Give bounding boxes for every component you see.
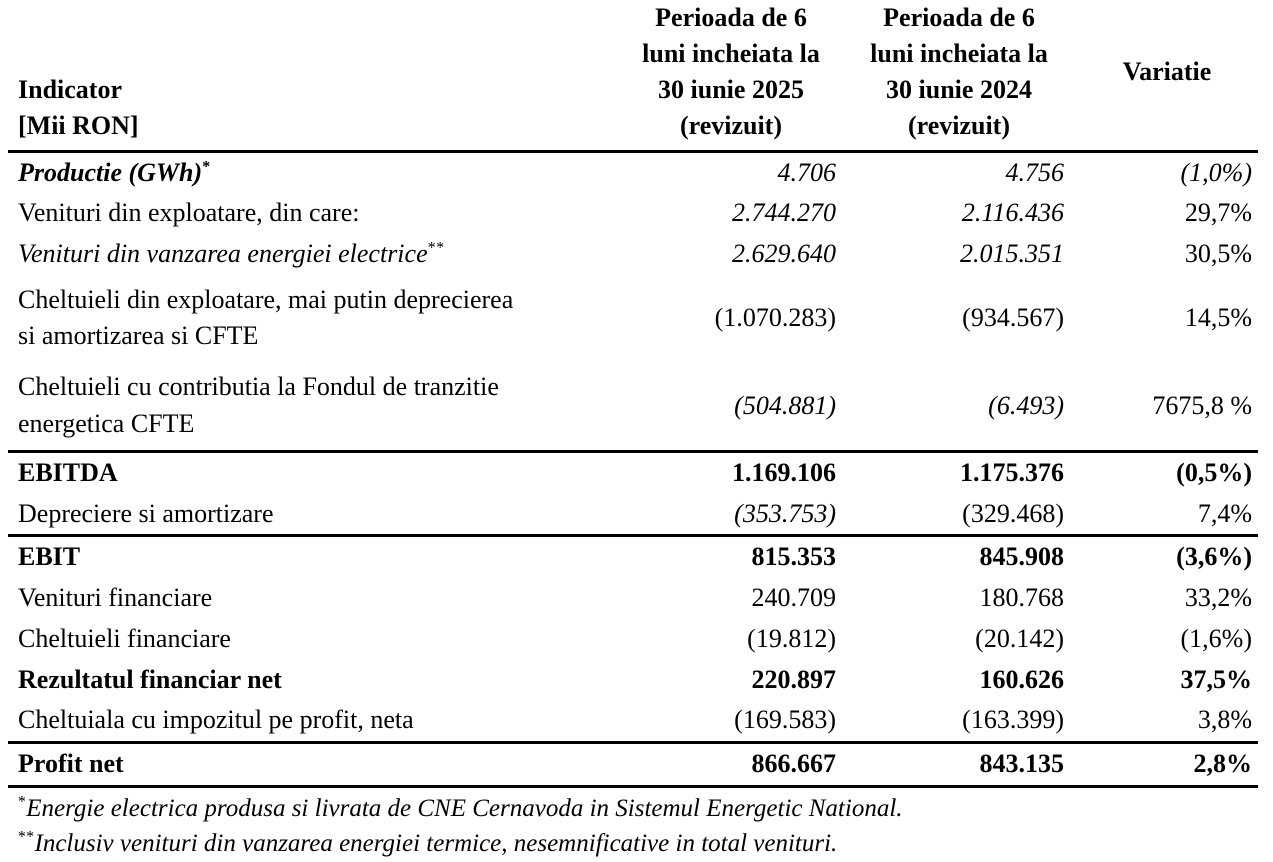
row-label-depreciere: Depreciere si amortizare: [8, 494, 626, 536]
row-label-cheltuieli-financiare: Cheltuieli financiare: [18, 623, 231, 653]
footnote-1-text: Energie electrica produsa si livrata de CNE Cernavoda in Sistemul Energetic National.: [26, 794, 903, 822]
cell-2024: 1.175.376: [960, 458, 1064, 488]
footnote-marker-icon: *: [202, 157, 211, 175]
cell-2024: 4.756: [854, 151, 1082, 193]
cell-variation: 14,5%: [1184, 303, 1252, 333]
footnote-2: [18, 826, 1258, 862]
cell-2024: 180.768: [979, 583, 1064, 613]
cell-2025: 1.169.106: [732, 458, 836, 488]
cell-2025: 866.667: [626, 742, 854, 786]
header-indicator-line1: Indicator: [18, 74, 122, 104]
footnote-marker-icon: **: [427, 239, 445, 257]
table-row: [8, 362, 1258, 451]
row-label-rezultat-financiar: Rezultatul financiar net: [18, 664, 282, 694]
table-row: [8, 193, 1258, 234]
footnote-2-text: Inclusiv venituri din vanzarea energiei termice, nesemnificative in total venituri.: [34, 830, 838, 858]
row-label-text: Venituri din vanzarea energiei electrice: [18, 238, 428, 268]
row-label-profit-net: Profit net: [8, 742, 626, 786]
header-2025-line2: luni incheiata la: [642, 38, 820, 68]
cell-2025: 240.709: [751, 583, 836, 613]
cell-variation: 33,2%: [1184, 583, 1252, 613]
table-row: [8, 536, 1258, 578]
header-2024-line2: luni incheiata la: [870, 38, 1048, 68]
financial-results-table: [8, 0, 1258, 788]
row-label-line2: si amortizarea si CFTE: [18, 321, 259, 351]
cell-2024: 2.015.351: [960, 238, 1064, 268]
cell-variation: (1,0%): [1082, 151, 1258, 193]
cell-2025: 220.897: [751, 664, 836, 694]
row-label-line2: energetica CFTE: [18, 409, 195, 439]
table-header: [8, 0, 1258, 151]
cell-2024: (163.399): [854, 700, 1082, 742]
table-row: [8, 700, 1258, 742]
cell-variation: 30,5%: [1184, 238, 1252, 268]
header-2025-line3: 30 iunie 2025: [658, 74, 804, 104]
header-indicator: [8, 0, 626, 151]
row-label-venituri-exploatare: Venituri din exploatare, din care:: [18, 198, 360, 228]
cell-2025: 2.629.640: [732, 238, 836, 268]
footnote-1: [18, 791, 1258, 827]
header-indicator-line2: [Mii RON]: [18, 110, 139, 140]
cell-2024: (329.468): [854, 494, 1082, 536]
row-label-text: Productie (GWh): [18, 157, 203, 187]
cell-variation: 3,8%: [1082, 700, 1258, 742]
row-label-line1: Cheltuieli cu contributia la Fondul de tranzitie: [18, 372, 499, 402]
cell-2024: 160.626: [979, 664, 1064, 694]
cell-2025: 815.353: [751, 542, 836, 572]
cell-variation: (1,6%): [1180, 623, 1252, 653]
row-label-productie: [8, 151, 626, 193]
row-label-line1: Cheltuieli din exploatare, mai putin deprecierea: [18, 284, 514, 314]
cell-2024: 843.135: [854, 742, 1082, 786]
cell-2025: (169.583): [626, 700, 854, 742]
table-row: [8, 578, 1258, 619]
cell-2025: (1.070.283): [714, 303, 836, 333]
header-2025-line1: Perioada de 6: [655, 3, 807, 32]
table-row: [8, 452, 1258, 494]
table-row: [8, 742, 1258, 786]
footnotes-block: [8, 791, 1258, 862]
cell-variation: 7675,8 %: [1082, 362, 1258, 451]
cell-2025: 4.706: [626, 151, 854, 193]
header-2024-line4: (revizuit): [907, 110, 1011, 140]
cell-2025: (353.753): [626, 494, 854, 536]
row-label-ebitda: EBITDA: [18, 458, 118, 488]
row-label-venituri-energie: [8, 234, 626, 275]
header-period-2025: [626, 0, 854, 151]
header-2025-line4: (revizuit): [679, 110, 783, 140]
table-row: [8, 660, 1258, 701]
cell-variation: 2,8%: [1082, 742, 1258, 786]
cell-2024: (934.567): [962, 303, 1064, 333]
cell-2025: (19.812): [747, 623, 836, 653]
cell-2025: 2.744.270: [732, 198, 836, 228]
table-row: [8, 619, 1258, 660]
header-2024-line1: Perioada de 6: [883, 3, 1035, 32]
footnote-marker-icon: *: [18, 793, 27, 811]
cell-2024: (6.493): [854, 362, 1082, 451]
cell-2024: 845.908: [979, 542, 1064, 572]
table-row: [8, 151, 1258, 193]
row-label-cheltuieli-cfte: [8, 362, 626, 451]
cell-variation: 29,7%: [1184, 198, 1252, 228]
footnote-marker-icon: **: [18, 828, 35, 846]
cell-variation: 7,4%: [1082, 494, 1258, 536]
table-body: [8, 151, 1258, 786]
table-row: [8, 494, 1258, 536]
cell-variation: 37,5%: [1180, 664, 1252, 694]
cell-2025: (504.881): [626, 362, 854, 451]
header-row: [8, 0, 1258, 151]
row-label-ebit: EBIT: [18, 542, 81, 572]
cell-2024: 2.116.436: [961, 198, 1064, 228]
cell-2024: (20.142): [975, 623, 1064, 653]
row-label-impozit: Cheltuiala cu impozitul pe profit, neta: [8, 700, 626, 742]
cell-variation: (3,6%): [1176, 542, 1252, 572]
header-2024-line3: 30 iunie 2024: [886, 74, 1032, 104]
row-label-venituri-financiare: Venituri financiare: [18, 583, 213, 613]
table-row: [8, 234, 1258, 275]
header-period-2024: [854, 0, 1082, 151]
cell-variation: (0,5%): [1176, 458, 1252, 488]
header-variation: Variatie: [1122, 56, 1212, 86]
row-label-cheltuieli-exploatare: [8, 275, 626, 363]
table-row: [8, 275, 1258, 363]
